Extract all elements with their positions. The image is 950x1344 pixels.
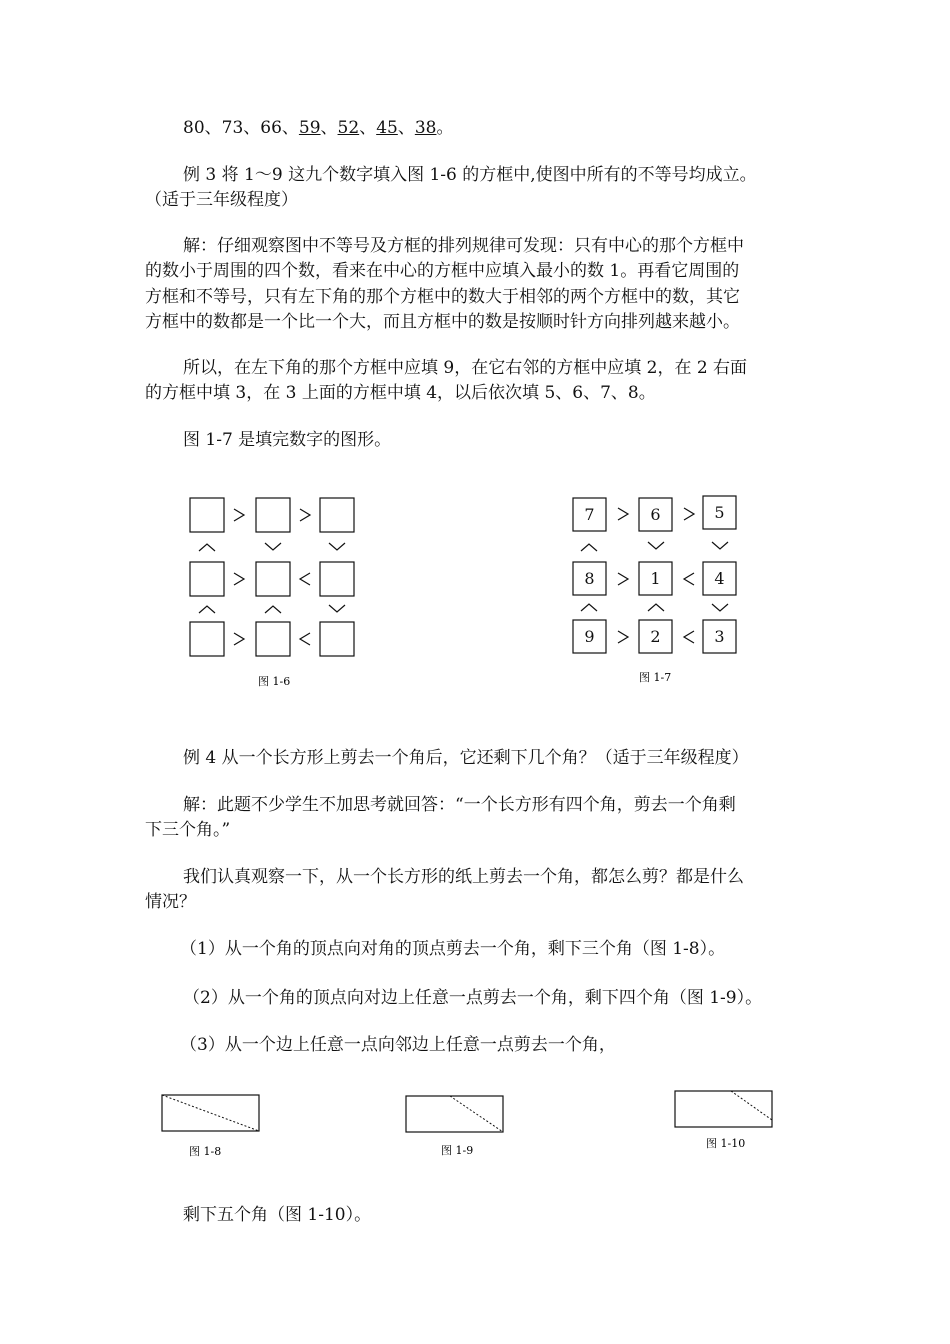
- fig17-cell-value: 2: [650, 627, 661, 646]
- fig16-cell-2: [256, 498, 290, 532]
- figure-1-10: [671, 1088, 781, 1158]
- answer-59: 59: [298, 118, 321, 138]
- answer-38: 38: [414, 118, 437, 138]
- fig17-note: 图 1-7 是填完数字的图形。: [183, 430, 392, 450]
- fig17-cell-value: 3: [714, 627, 725, 646]
- solution3-line4: 方框中的数都是一个比一个大，而且方框中的数是按顺时针方向排列越来越小。: [145, 312, 740, 332]
- so-line2: 的方框中填 3，在 3 上面的方框中填 4，以后依次填 5、6、7、8。: [145, 383, 656, 403]
- final-line: 剩下五个角（图 1-10）。: [183, 1205, 372, 1225]
- so-line1: 所以，在左下角的那个方框中应填 9，在它右邻的方框中应填 2，在 2 右面: [183, 358, 748, 378]
- sign-gt: [300, 509, 310, 521]
- fig17-cell-value: 1: [650, 569, 661, 588]
- example3-line2: （适于三年级程度）: [145, 190, 298, 210]
- fig16-cell-8: [256, 622, 290, 656]
- cut-line: [731, 1091, 772, 1120]
- answer-45: 45: [376, 118, 398, 138]
- fig16-cell-4: [190, 562, 224, 596]
- sign-lt: [300, 573, 310, 585]
- figure-1-6: [180, 490, 380, 690]
- fig16-cell-7: [190, 622, 224, 656]
- sequence-line: 80、73、66、59、52、45、38。: [183, 118, 454, 138]
- sign-gt: [234, 573, 244, 585]
- fig16-cell-9: [320, 622, 354, 656]
- fig19-caption: 图 1-9: [441, 1144, 474, 1157]
- fig17-cell-value: 8: [584, 569, 595, 588]
- sequence-prefix: 80、73、66、: [183, 118, 299, 138]
- sign-up: [199, 606, 215, 613]
- sign-lt: [300, 633, 310, 645]
- observe-line2: 情况？: [145, 892, 196, 912]
- fig17-cell-value: 5: [714, 503, 725, 522]
- figure-1-9: [402, 1093, 512, 1163]
- sign-up: [265, 606, 281, 613]
- sign-down: [265, 543, 281, 550]
- fig16-cell-1: [190, 498, 224, 532]
- fig110-caption: 图 1-10: [706, 1137, 746, 1150]
- case-3: （3）从一个边上任意一点向邻边上任意一点剪去一个角，: [180, 1035, 616, 1055]
- fig17-cell-value: 9: [584, 627, 595, 646]
- case-1: （1）从一个角的顶点向对角的顶点剪去一个角，剩下三个角（图 1-8）。: [180, 939, 726, 959]
- solution3-line2: 的数小于周围的四个数，看来在中心的方框中应填入最小的数 1。再看它周围的: [145, 261, 740, 281]
- observe-line1: 我们认真观察一下，从一个长方形的纸上剪去一个角，都怎么剪？都是什么: [183, 867, 744, 887]
- solution3-line1: 解：仔细观察图中不等号及方框的排列规律可发现：只有中心的那个方框中: [183, 236, 744, 256]
- figure-1-7: [565, 488, 765, 688]
- fig16-cell-3: [320, 498, 354, 532]
- solution4-line2: 下三个角。”: [145, 820, 231, 840]
- cut-line: [162, 1095, 259, 1131]
- fig16-cell-5: [256, 562, 290, 596]
- fig17-cell-value: 6: [650, 505, 661, 524]
- fig16-cell-6: [320, 562, 354, 596]
- figure-1-8: [158, 1092, 268, 1162]
- fig17-cell-value: 4: [714, 569, 725, 588]
- fig16-caption: 图 1-6: [258, 675, 291, 688]
- solution4-line1: 解：此题不少学生不加思考就回答：“一个长方形有四个角，剪去一个角剩: [183, 795, 736, 815]
- example3-line1: 例 3 将 1～9 这九个数字填入图 1-6 的方框中,使图中所有的不等号均成立。: [183, 165, 757, 185]
- fig17-cell-value: 7: [584, 505, 595, 524]
- fig17-caption: 图 1-7: [639, 671, 672, 684]
- sign-down: [329, 605, 345, 612]
- sign-gt: [234, 509, 244, 521]
- fig18-caption: 图 1-8: [189, 1145, 222, 1158]
- solution3-line3: 方框和不等号，只有左下角的那个方框中的数大于相邻的两个方框中的数，其它: [145, 287, 740, 307]
- cut-line: [450, 1096, 503, 1132]
- answer-52: 52: [337, 118, 360, 138]
- sign-gt: [234, 633, 244, 645]
- case-2: （2）从一个角的顶点向对边上任意一点剪去一个角，剩下四个角（图 1-9）。: [183, 988, 763, 1008]
- example4-line1: 例 4 从一个长方形上剪去一个角后，它还剩下几个角？（适于三年级程度）: [183, 748, 749, 768]
- sign-up: [199, 544, 215, 551]
- sign-down: [329, 543, 345, 550]
